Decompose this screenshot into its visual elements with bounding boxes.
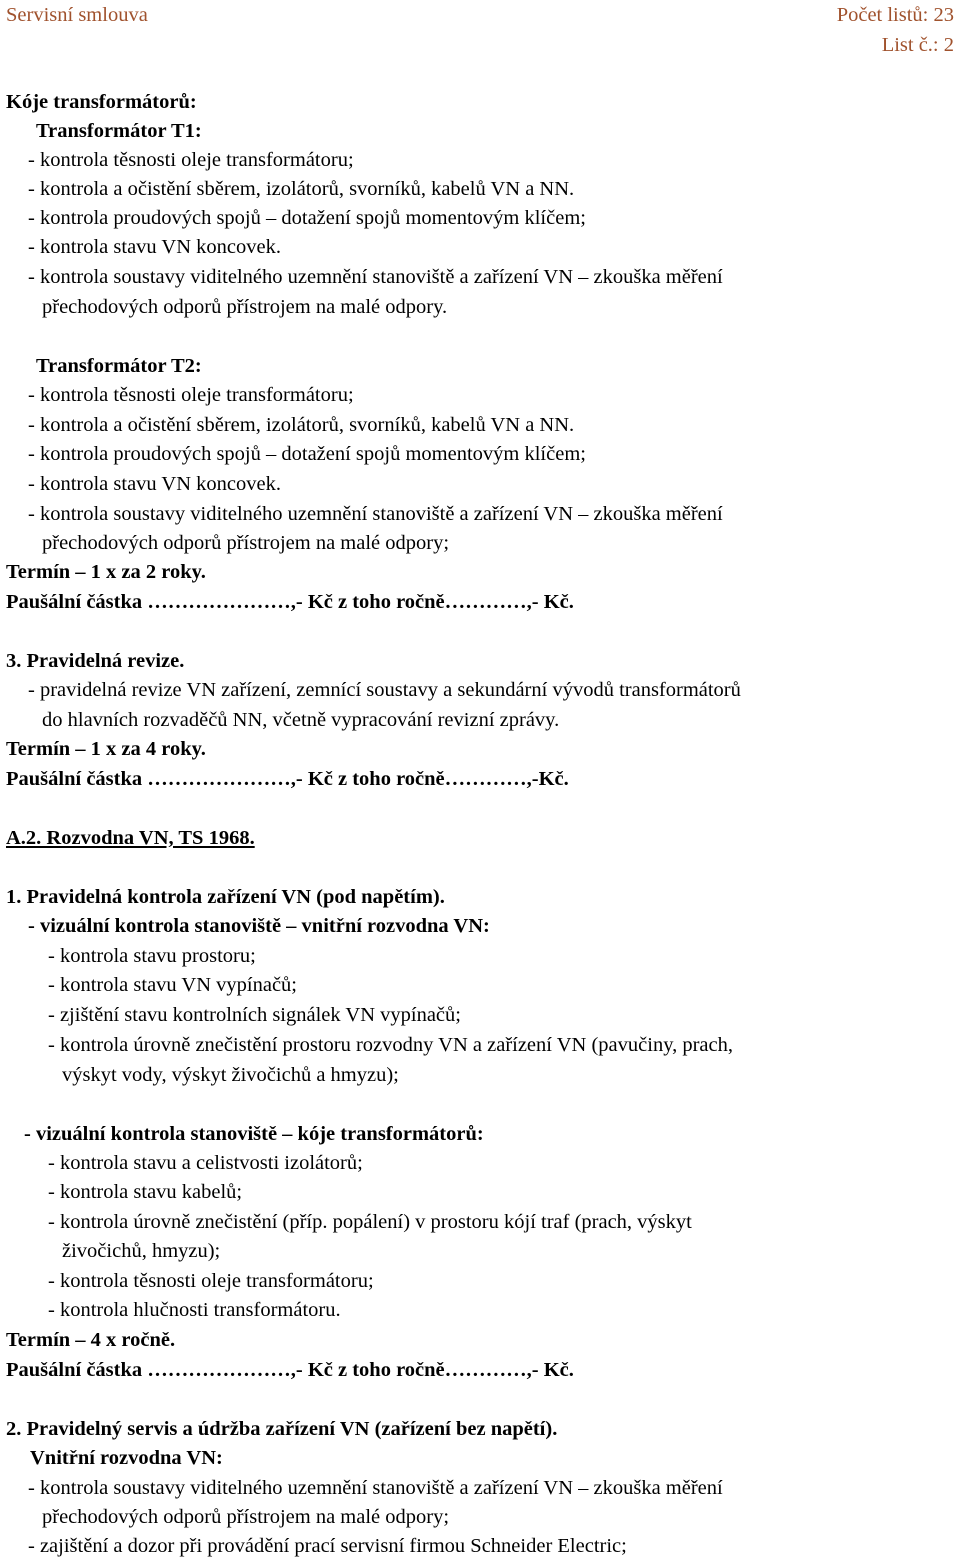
header-sheet-number: List č.: 2 <box>881 34 954 56</box>
document-line: - kontrola stavu a celistvosti izolátorů; <box>48 1152 363 1174</box>
document-line: - kontrola stavu prostoru; <box>48 945 256 967</box>
document-line: - kontrola soustavy viditelného uzemnění stanoviště a zařízení VN – zkouška měření <box>28 1477 723 1499</box>
document-line: - kontrola stavu VN koncovek. <box>28 236 281 258</box>
header-document-title: Servisní smlouva <box>6 4 148 26</box>
document-line: přechodových odporů přístrojem na malé odpory; <box>42 1506 450 1528</box>
document-line: - kontrola proudových spojů – dotažení spojů momentovým klíčem; <box>28 443 586 465</box>
document-line: Transformátor T1: <box>36 120 202 142</box>
document-line: - kontrola stavu kabelů; <box>48 1181 243 1203</box>
document-line: přechodových odporů přístrojem na malé odpory. <box>42 296 448 318</box>
document-line: Paušální částka …………………,- Kč z toho ročně…………,- Kč. <box>6 591 574 613</box>
document-line: Paušální částka …………………,- Kč z toho ročně…………,- Kč. <box>6 1359 574 1381</box>
document-line: - zajištění a dozor při provádění prací servisní firmou Schneider Electric; <box>28 1535 627 1557</box>
document-line: výskyt vody, výskyt živočichů a hmyzu); <box>62 1064 399 1086</box>
document-line: Termín – 1 x za 2 roky. <box>6 561 206 583</box>
document-line: - kontrola proudových spojů – dotažení spojů momentovým klíčem; <box>28 207 586 229</box>
document-line: Termín – 4 x ročně. <box>6 1329 176 1351</box>
document-line: - pravidelná revize VN zařízení, zemnící soustavy a sekundární vývodů transformátorů <box>28 679 741 701</box>
document-line: Kóje transformátorů: <box>6 91 197 113</box>
document-line: - kontrola stavu VN vypínačů; <box>48 974 297 996</box>
header-page-count: Počet listů: 23 <box>836 4 954 26</box>
document-line: - kontrola hlučnosti transformátoru. <box>48 1299 341 1321</box>
document-line: - kontrola úrovně znečistění (příp. popálení) v prostoru kójí traf (prach, výskyt <box>48 1211 692 1233</box>
document-line: - kontrola stavu VN koncovek. <box>28 473 281 495</box>
document-line: - vizuální kontrola stanoviště – vnitřní rozvodna VN: <box>28 915 490 937</box>
document-line: Termín – 1 x za 4 roky. <box>6 738 206 760</box>
document-line: 1. Pravidelná kontrola zařízení VN (pod napětím). <box>6 886 445 908</box>
document-line: - kontrola soustavy viditelného uzemnění stanoviště a zařízení VN – zkouška měření <box>28 503 723 525</box>
document-line: do hlavních rozvaděčů NN, včetně vypracování revizní zprávy. <box>42 709 560 731</box>
document-line: 2. Pravidelný servis a údržba zařízení VN (zařízení bez napětí). <box>6 1418 558 1440</box>
document-line: živočichů, hmyzu); <box>62 1240 221 1262</box>
document-line: Vnitřní rozvodna VN: <box>30 1447 223 1469</box>
document-line: - zjištění stavu kontrolních signálek VN vypínačů; <box>48 1004 461 1026</box>
document-line: Transformátor T2: <box>36 355 202 377</box>
document-line: Paušální částka …………………,- Kč z toho ročně…………,-Kč. <box>6 768 569 790</box>
document-line: - kontrola úrovně znečistění prostoru rozvodny VN a zařízení VN (pavučiny, prach, <box>48 1034 734 1056</box>
document-line: - vizuální kontrola stanoviště – kóje transformátorů: <box>24 1123 484 1145</box>
document-line: - kontrola soustavy viditelného uzemnění stanoviště a zařízení VN – zkouška měření <box>28 266 723 288</box>
document-line: - kontrola těsnosti oleje transformátoru; <box>28 149 354 171</box>
document-line: - kontrola a očistění sběrem, izolátorů, svorníků, kabelů VN a NN. <box>28 178 575 200</box>
document-line: 3. Pravidelná revize. <box>6 650 185 672</box>
document-line: přechodových odporů přístrojem na malé odpory; <box>42 532 450 554</box>
document-line: - kontrola těsnosti oleje transformátoru; <box>48 1270 374 1292</box>
document-line: - kontrola těsnosti oleje transformátoru; <box>28 384 354 406</box>
document-line: A.2. Rozvodna VN, TS 1968. <box>6 827 255 849</box>
document-line: - kontrola a očistění sběrem, izolátorů, svorníků, kabelů VN a NN. <box>28 414 575 436</box>
